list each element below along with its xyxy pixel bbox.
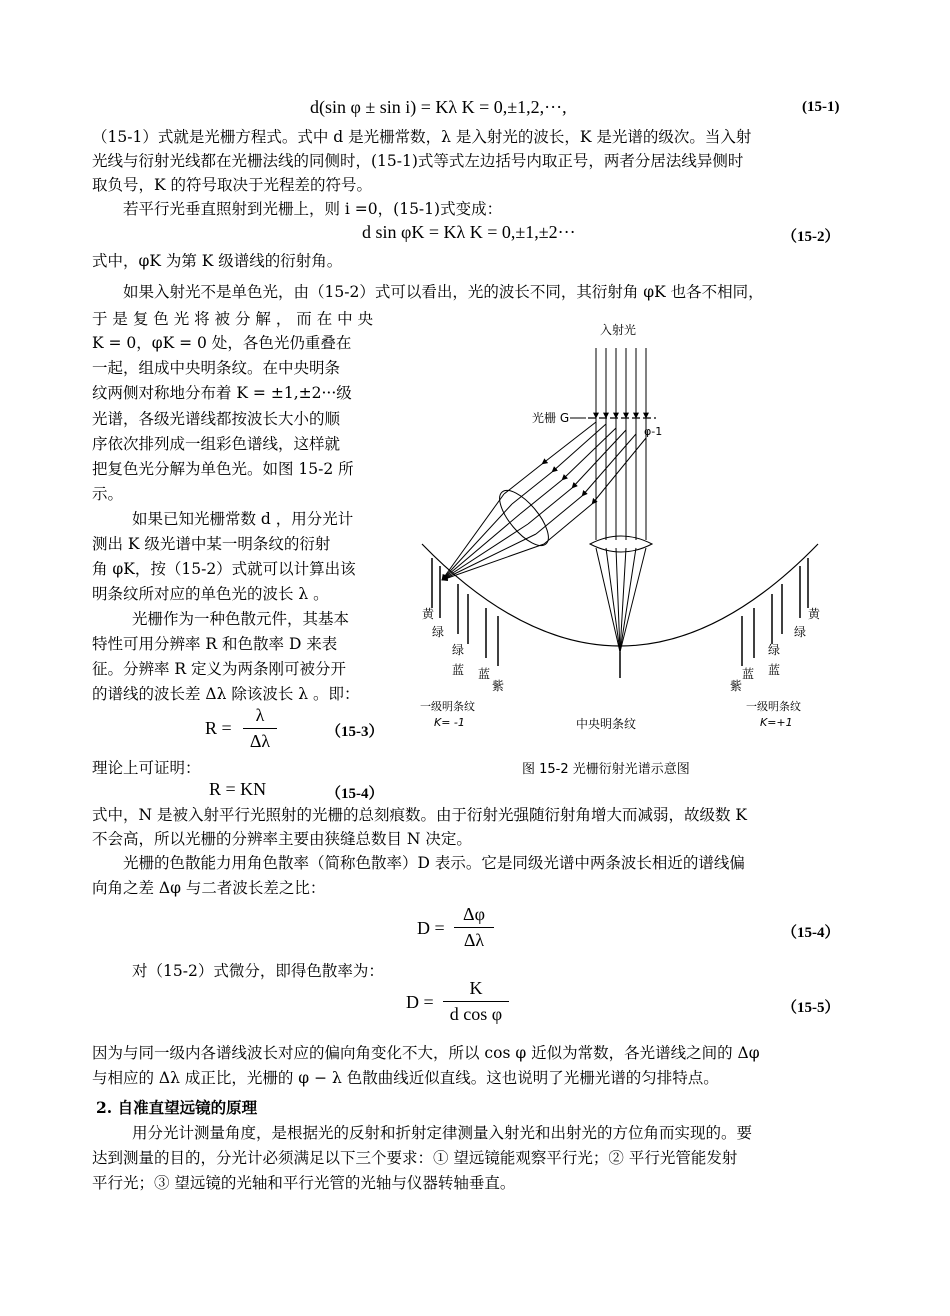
fraction-denominator: Δλ	[249, 731, 271, 751]
equation-number: （15-3）	[326, 724, 384, 740]
paragraph-line: 示。	[92, 485, 124, 503]
paragraph-line: 平行光；③ 望远镜的光轴和平行光管的光轴与仪器转轴垂直。	[92, 1174, 516, 1192]
paragraph-line: 纹两侧对称地分布着 K = ±1,±2···级	[92, 384, 352, 402]
fraction-numerator: K	[469, 978, 483, 998]
color-label: 紫	[492, 679, 505, 693]
paragraph-line: 若平行光垂直照射到光栅上，则 i =0，(15-1)式变成：	[123, 200, 503, 218]
fraction-bar	[454, 927, 494, 928]
equation-15-3-fraction	[243, 705, 277, 752]
color-label: 黄	[808, 607, 821, 621]
incident-rays	[596, 348, 646, 418]
color-label: 紫	[730, 679, 743, 693]
equation-15-5-fraction	[443, 978, 509, 1025]
paragraph-line: 测出 K 级光谱中某一明条纹的衍射	[92, 535, 331, 553]
incident-light-label: 入射光	[600, 323, 637, 337]
color-label: 绿	[794, 625, 807, 639]
paragraph-line: 明条纹所对应的单色光的波长 λ 。	[92, 585, 329, 603]
paragraph-line: 取负号，K 的符号取决于光程差的符号。	[92, 176, 373, 194]
equation-15-4b-lhs: D =	[417, 918, 445, 938]
figure-caption: 图 15-2 光栅衍射光谱示意图	[522, 762, 690, 777]
equation-number: (15-1)	[802, 99, 840, 115]
paragraph-line: 如果已知光栅常数 d ，用分光计	[132, 510, 354, 528]
paragraph-line: 理论上可证明：	[92, 759, 201, 777]
paragraph-line: （15-1）式就是光栅方程式。式中 d 是光栅常数，λ 是入射光的波长，K 是光谱的级次。当入射	[92, 128, 752, 146]
equation-15-4b-fraction	[454, 904, 494, 951]
paragraph-line: 光栅作为一种色散元件，其基本	[132, 610, 350, 628]
center-label: 中央明条纹	[576, 717, 637, 731]
equation-15-2: d sin φK = Kλ K = 0,±1,±2···	[362, 222, 576, 242]
focal-arc	[422, 544, 818, 646]
equation-15-1: d(sin φ ± sin i) = Kλ K = 0,±1,2,···,	[310, 97, 567, 117]
paragraph-line: 光线与衍射光线都在光栅法线的同侧时，(15-1)式等式左边括号内取正号，两者分居法线异侧时	[92, 152, 744, 170]
paragraph-line: 向角之差 Δφ 与二者波长差之比：	[92, 879, 326, 897]
fraction-numerator: Δφ	[463, 904, 485, 924]
equation-number: （15-2）	[782, 229, 840, 245]
paragraph-line: 达到测量的目的，分光计必须满足以下三个要求：① 望远镜能观察平行光；② 平行光管能发射	[92, 1149, 738, 1167]
equation-15-4a: R = KN	[209, 779, 267, 799]
paragraph-line: 因为与同一级内各谱线波长对应的偏向角变化不大，所以 cos φ 近似为常数，各光谱线之间的 Δφ	[92, 1044, 760, 1062]
center-lens	[590, 536, 652, 552]
equation-number: （15-4）	[782, 925, 840, 941]
color-label: 蓝	[478, 667, 491, 681]
color-label: 绿	[432, 625, 445, 639]
right-order-label: 一级明条纹	[746, 700, 801, 713]
paragraph-line: 式中，φK 为第 K 级谱线的衍射角。	[92, 252, 343, 270]
paragraph-line: K = 0，φK = 0 处，各色光仍重叠在	[92, 334, 352, 352]
paragraph-line: 用分光计测量角度，是根据光的反射和折射定律测量入射光和出射光的方位角而实现的。要	[132, 1124, 753, 1142]
paragraph-line: 征。分辨率 R 定义为两条刚可被分开	[92, 660, 347, 678]
paragraph-line: 于 是 复 色 光 将 被 分 解 ， 而 在 中 央	[92, 310, 374, 328]
paragraph-line: 的谱线的波长差 Δλ 除该波长 λ 。即：	[92, 685, 360, 703]
equation-number: （15-4）	[326, 786, 384, 802]
paragraph-line: 如果入射光不是单色光，由（15-2）式可以看出，光的波长不同，其衍射角 φK 也各不相同，	[123, 283, 764, 301]
color-label: 绿	[452, 643, 465, 657]
left-k-label: K= -1	[434, 716, 465, 729]
color-label: 蓝	[742, 667, 755, 681]
paragraph-line: 不会高，所以光栅的分辨率主要由狭缝总数目 N 决定。	[92, 830, 472, 848]
fraction-bar	[443, 1001, 509, 1002]
paragraph-line: 特性可用分辨率 R 和色散率 D 来表	[92, 635, 338, 653]
color-label: 蓝	[452, 663, 465, 677]
color-label: 蓝	[768, 663, 781, 677]
section-heading: 2. 自准直望远镜的原理	[96, 1098, 258, 1117]
color-label: 黄	[422, 607, 435, 621]
equation-number: （15-5）	[782, 1000, 840, 1016]
equation-15-5-lhs: D =	[406, 992, 434, 1012]
paragraph-line: 把复色光分解为单色光。如图 15-2 所	[92, 460, 354, 478]
paragraph-line: 一起，组成中央明条纹。在中央明条	[92, 359, 341, 377]
paragraph-line: 角 φK，按（15-2）式就可以计算出该	[92, 560, 356, 578]
fraction-numerator: λ	[255, 705, 265, 725]
paragraph-line: 对（15-2）式微分，即得色散率为：	[132, 962, 384, 980]
grating-label: 光栅 G	[532, 411, 570, 425]
left-order-label: 一级明条纹	[420, 700, 475, 713]
color-label: 绿	[768, 643, 781, 657]
paragraph-line: 式中，N 是被入射平行光照射的光栅的总刻痕数。由于衍射光强随衍射角增大而减弱，故级数 K	[92, 806, 747, 824]
paragraph-line: 光谱，各级光谱线都按波长大小的顺	[92, 410, 341, 428]
right-k-label: K=+1	[760, 716, 793, 729]
paragraph-line: 与相应的 Δλ 成正比，光栅的 φ − λ 色散曲线近似直线。这也说明了光栅光谱的匀排特点。	[92, 1069, 719, 1087]
grating-diffraction-figure	[412, 318, 852, 768]
fraction-denominator: Δλ	[463, 930, 485, 950]
equation-15-3-lhs: R =	[205, 718, 232, 738]
fraction-bar	[243, 728, 277, 729]
tilted-lens	[491, 483, 556, 553]
angle-label: φ-1	[644, 425, 663, 438]
fraction-denominator: d cos φ	[449, 1004, 503, 1024]
paragraph-line: 光栅的色散能力用角色散率（简称色散率）D 表示。它是同级光谱中两条波长相近的谱线偏	[123, 854, 745, 872]
paragraph-line: 序依次排列成一组彩色谱线，这样就	[92, 435, 341, 453]
